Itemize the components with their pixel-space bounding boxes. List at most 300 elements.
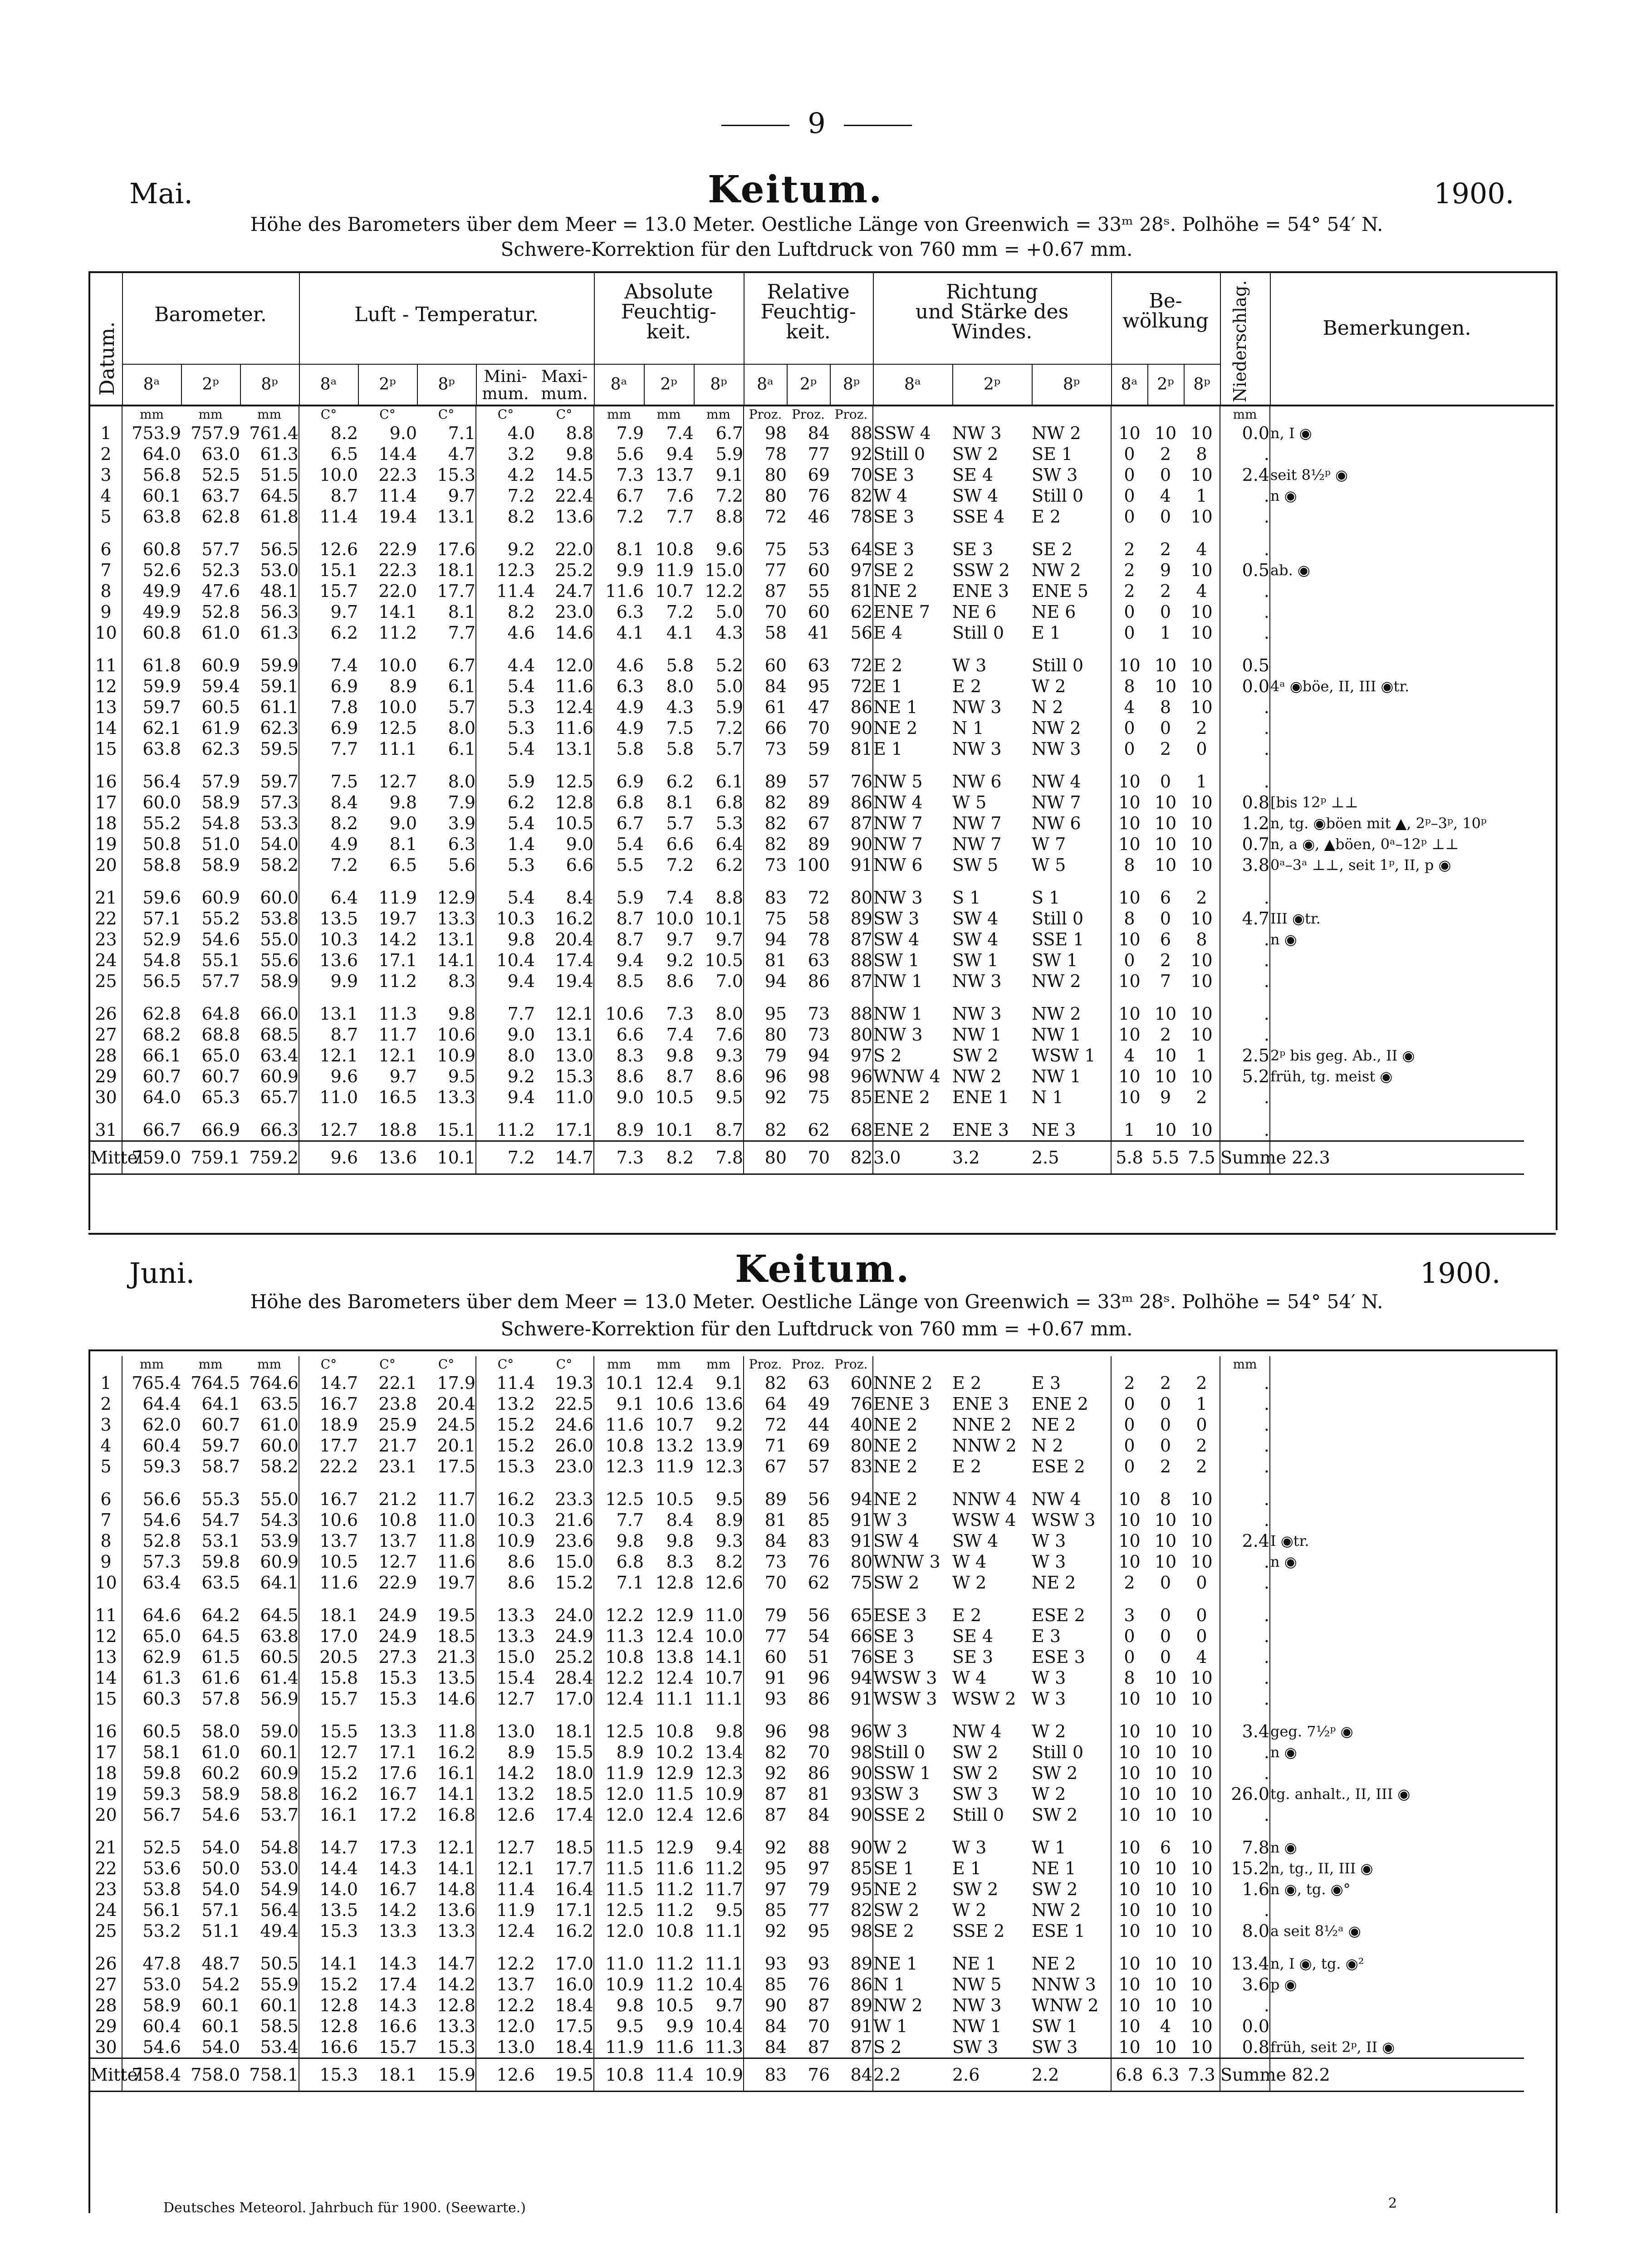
value-cell: 13.0	[496, 2037, 535, 2057]
value-cell: 10	[1184, 1489, 1220, 1510]
remark-cell	[1270, 1510, 1524, 1530]
value-cell: NE 1	[873, 1954, 918, 1974]
value-cell: 0.5	[1220, 560, 1270, 581]
value-cell: NE 1	[952, 1954, 997, 1974]
value-cell: 11.9	[496, 1900, 535, 1920]
value-cell: ENE 5	[1032, 581, 1111, 601]
value-cell: 68	[830, 1119, 873, 1141]
value-cell: SW 4	[873, 929, 920, 949]
value-cell: 12.3	[694, 1763, 744, 1784]
day-cell: 4	[90, 1435, 122, 1456]
value-cell: 96	[764, 1721, 787, 1741]
remark-cell: tg. anhalt., II, III ◉	[1270, 1785, 1411, 1803]
value-cell: SW 1	[952, 950, 999, 970]
value-cell: 11.5	[605, 1879, 644, 1899]
day-row	[90, 464, 1524, 485]
value-cell: WSW 2	[952, 1689, 1016, 1709]
value-cell: 0	[1160, 909, 1171, 929]
gap-cell	[873, 992, 952, 1003]
value-cell: 56.4	[142, 772, 181, 792]
value-cell: SW 4	[952, 486, 999, 506]
day-row	[90, 655, 1524, 676]
value-cell: 14.4	[319, 1858, 358, 1878]
value-cell: 10	[1118, 1552, 1141, 1572]
value-cell: 83	[808, 1531, 830, 1551]
value-cell: 3.4	[1220, 1721, 1270, 1742]
value-cell: 9.0	[389, 423, 417, 443]
value-cell: 79	[808, 1879, 830, 1899]
value-cell: 6.3	[417, 834, 476, 855]
value-cell: 6.5	[389, 855, 417, 875]
value-cell: 10	[1184, 1667, 1220, 1688]
gap-cell	[1111, 643, 1147, 655]
header-absolute-humidity-3: keit.	[646, 320, 691, 343]
value-cell: 10	[1184, 1804, 1220, 1825]
gap-cell	[952, 759, 1032, 771]
value-cell: 72	[764, 1415, 787, 1435]
value-cell: 14.8	[417, 1879, 476, 1900]
value-cell: 54.8	[201, 813, 240, 833]
value-cell: 4.0	[507, 423, 535, 443]
unit-cell: mm	[694, 1356, 744, 1373]
value-cell: W 3	[1032, 1530, 1111, 1551]
value-cell: 54.9	[240, 1879, 299, 1900]
gap-cell	[1270, 1108, 1524, 1119]
remark-cell	[1270, 697, 1524, 718]
value-cell: 22.0	[535, 539, 594, 560]
value-cell: 0.8	[1220, 2037, 1270, 2058]
gap-cell	[122, 1709, 181, 1721]
day-cell: 2	[90, 1393, 122, 1414]
gap-cell	[1147, 1108, 1184, 1119]
gap-cell	[1147, 527, 1184, 539]
gap-cell	[240, 875, 299, 887]
gap-cell	[1184, 643, 1220, 655]
row-gap	[90, 1941, 1524, 1953]
value-cell: 24.0	[535, 1605, 594, 1626]
value-cell: 0	[1160, 1647, 1171, 1667]
value-cell: 58.8	[142, 855, 181, 875]
header-observation-time: 2ᵖ	[379, 375, 396, 394]
value-cell: 8.7	[330, 1025, 358, 1045]
value-cell: 80	[830, 1551, 873, 1572]
value-cell: 11.6	[655, 1858, 694, 1878]
value-cell: 88	[830, 423, 873, 444]
value-cell: 15.2	[496, 1415, 535, 1435]
value-cell: 23.6	[535, 1530, 594, 1551]
gap-cell	[1184, 992, 1220, 1003]
value-cell: SE 3	[952, 1647, 994, 1667]
day-row	[90, 1688, 1524, 1709]
value-cell: 7.3	[616, 465, 644, 485]
value-cell: ESE 3	[873, 1605, 927, 1625]
value-cell: NNW 3	[1032, 1974, 1111, 1995]
value-cell: .	[1220, 539, 1270, 560]
value-cell: 58.8	[240, 1784, 299, 1804]
value-cell: 12.7	[319, 1742, 358, 1762]
value-cell: 10.8	[605, 1647, 644, 1667]
value-cell: 18.5	[417, 1626, 476, 1647]
value-cell: 0	[1160, 1605, 1171, 1625]
day-row	[90, 506, 1524, 527]
value-cell: 10	[1184, 1688, 1220, 1709]
value-cell: 86	[808, 1763, 830, 1783]
value-cell: 8.6	[616, 1066, 644, 1086]
remark-cell	[1270, 444, 1524, 464]
value-cell: 68.2	[142, 1025, 181, 1045]
value-cell: 10	[1118, 423, 1141, 443]
value-cell: W 5	[952, 792, 987, 812]
value-cell: 95	[764, 1858, 787, 1878]
value-cell: 59.1	[240, 676, 299, 697]
value-cell: 10	[1184, 1066, 1220, 1087]
gap-cell	[90, 643, 122, 655]
value-cell: .	[1220, 622, 1270, 643]
value-cell: 13.1	[535, 1024, 594, 1045]
value-cell: 61.8	[240, 506, 299, 527]
value-cell: 8.1	[389, 834, 417, 854]
value-cell: 10	[1154, 1995, 1177, 2015]
value-cell: NNE 2	[873, 1373, 933, 1393]
gap-cell	[744, 1825, 787, 1837]
value-cell: 62	[808, 1573, 830, 1593]
value-cell: SW 3	[873, 1784, 920, 1804]
value-cell: 11.6	[319, 1573, 358, 1593]
value-cell: 12.1	[378, 1046, 417, 1066]
value-cell: 10.6	[319, 1510, 358, 1530]
value-cell: 10.8	[605, 1436, 644, 1456]
value-cell: .	[1220, 1605, 1270, 1626]
value-cell: 10	[1184, 1837, 1220, 1858]
gap-cell	[873, 759, 952, 771]
value-cell: 60	[808, 602, 830, 622]
value-cell: 59.0	[240, 1721, 299, 1742]
value-cell: 18.1	[378, 2065, 417, 2085]
value-cell: 8.2	[666, 1148, 694, 1168]
value-cell: 4.7	[1220, 908, 1270, 929]
value-cell: NE 6	[1032, 601, 1111, 622]
value-cell: 19.5	[417, 1605, 476, 1626]
value-cell: 70	[808, 1742, 830, 1762]
gap-cell	[952, 992, 1032, 1003]
value-cell: 17.1	[378, 950, 417, 970]
gap-cell	[358, 759, 417, 771]
value-cell: 11.6	[417, 1551, 476, 1572]
value-cell: 60.1	[201, 1995, 240, 2015]
value-cell: 70	[764, 1573, 787, 1593]
value-cell: 18.8	[378, 1120, 417, 1140]
value-cell: 85	[830, 1858, 873, 1879]
header-observation-time: 2ᵖ	[799, 375, 817, 394]
gap-cell	[594, 1941, 644, 1953]
gap-cell	[1111, 1108, 1147, 1119]
value-cell: 9.0	[507, 1025, 535, 1045]
gap-cell	[299, 1709, 358, 1721]
value-cell: 61.6	[201, 1668, 240, 1688]
value-cell: 2.4	[1220, 464, 1270, 485]
value-cell: 14.4	[378, 444, 417, 464]
gap-cell	[744, 992, 787, 1003]
value-cell: SE 2	[873, 560, 915, 580]
value-cell: 13.3	[417, 1921, 476, 1941]
value-cell: 60.1	[240, 1742, 299, 1763]
value-cell: 10	[1184, 1024, 1220, 1045]
value-cell: 12.8	[319, 2016, 358, 2036]
value-cell: 10.5	[655, 1995, 694, 2015]
gap-cell	[535, 1941, 594, 1953]
value-cell: 9.6	[694, 539, 744, 560]
value-cell: 7	[1160, 971, 1171, 991]
value-cell: 2	[1160, 539, 1171, 559]
value-cell: 92	[764, 1763, 787, 1783]
remark-cell	[1270, 1119, 1524, 1141]
value-cell: 60.9	[201, 888, 240, 908]
value-cell: 12.1	[496, 1858, 535, 1878]
value-cell: 10	[1184, 423, 1220, 444]
value-cell: .	[1220, 971, 1270, 992]
value-cell: 10	[1118, 971, 1141, 991]
value-cell: 65.0	[201, 1046, 240, 1066]
value-cell: 63.4	[142, 1573, 181, 1593]
day-cell: 5	[90, 1456, 122, 1477]
value-cell: 6.7	[616, 486, 644, 506]
value-cell: 10	[1184, 1551, 1220, 1572]
header-observation-time: 8ᵖ	[842, 375, 860, 394]
gap-cell	[830, 875, 873, 887]
remark-cell: seit 8½ᵖ ◉	[1270, 466, 1348, 484]
gap-cell	[1147, 1709, 1184, 1721]
value-cell: 54	[808, 1626, 830, 1646]
value-cell: 17.5	[417, 1456, 476, 1477]
gap-cell	[90, 1941, 122, 1953]
value-cell: NE 3	[1032, 1119, 1111, 1141]
value-cell: SSW 2	[952, 560, 1010, 580]
value-cell: 5.4	[507, 888, 535, 908]
may-info-line-1: Höhe des Barometers über dem Meer = 13.0 Meter. Oestliche Länge von Greenwich = 33ᵐ 28ˢ. Polhöhe = 54° 54′ N.	[250, 213, 1383, 235]
value-cell: 0	[1124, 950, 1135, 970]
value-cell: 2	[1184, 718, 1220, 738]
day-cell: 26	[90, 1953, 122, 1974]
value-cell: SE 1	[873, 1858, 915, 1878]
value-cell: 65	[830, 1605, 873, 1626]
value-cell: .	[1220, 506, 1270, 527]
day-cell: Mittel	[90, 2058, 122, 2092]
value-cell: 10	[1184, 1784, 1220, 1804]
gap-cell	[952, 1477, 1032, 1489]
value-cell: 61.0	[240, 1414, 299, 1435]
value-cell: 64	[764, 1394, 787, 1414]
value-cell: SW 4	[952, 1531, 999, 1551]
value-cell: .	[1220, 1373, 1270, 1393]
value-cell: SW 3	[873, 909, 920, 929]
value-cell: 10	[1154, 1975, 1177, 1994]
value-cell: 10.0	[319, 465, 358, 485]
gap-cell	[240, 1709, 299, 1721]
value-cell: ESE 2	[1032, 1605, 1111, 1626]
day-row	[90, 444, 1524, 464]
value-cell: 8.8	[694, 506, 744, 527]
value-cell: 2	[1124, 1573, 1135, 1593]
day-row	[90, 1667, 1524, 1688]
value-cell: 18.9	[319, 1415, 358, 1435]
value-cell: NW 3	[1032, 738, 1111, 759]
value-cell: 0.5	[1220, 655, 1270, 676]
gap-cell	[830, 1477, 873, 1489]
value-cell: 7.2	[616, 507, 644, 527]
value-cell: 5.3	[507, 697, 535, 717]
value-cell: 54.2	[201, 1975, 240, 1994]
header-minimum-2: mum.	[482, 385, 529, 403]
gap-cell	[1184, 1825, 1220, 1837]
header-remarks: Bemerkungen.	[1323, 317, 1471, 340]
day-cell: 28	[90, 1045, 122, 1066]
value-cell: 10	[1154, 1668, 1177, 1688]
gap-cell	[358, 1825, 417, 1837]
value-cell: 95	[808, 676, 830, 696]
remark-cell	[1270, 1087, 1524, 1108]
value-cell: 7.6	[694, 1024, 744, 1045]
gap-cell	[476, 643, 535, 655]
value-cell: 10	[1154, 1510, 1177, 1530]
remark-cell	[1270, 1647, 1524, 1667]
value-cell: 96	[808, 1668, 830, 1688]
value-cell: 50.5	[240, 1953, 299, 1974]
value-cell: 57	[808, 1457, 830, 1476]
value-cell: 6.6	[666, 834, 694, 854]
value-cell: W 2	[873, 1838, 908, 1857]
value-cell: 13.6	[535, 506, 594, 527]
header-subline	[122, 364, 1220, 365]
value-cell: 10	[1118, 1954, 1141, 1974]
value-cell: 14.5	[535, 464, 594, 485]
header-observation-time: 8ᵃ	[904, 375, 921, 394]
gap-cell	[1220, 875, 1270, 887]
value-cell: 76	[808, 1552, 830, 1572]
value-cell: 80	[830, 1435, 873, 1456]
value-cell: 94	[764, 929, 787, 949]
gap-cell	[1184, 759, 1220, 771]
value-cell: 61.5	[201, 1647, 240, 1667]
value-cell: NW 6	[1032, 813, 1111, 834]
value-cell: 8.0	[417, 771, 476, 792]
gap-cell	[1147, 759, 1184, 771]
value-cell: 80	[764, 1148, 787, 1168]
gap-cell	[122, 1941, 181, 1953]
gap-cell	[1220, 527, 1270, 539]
header-observation-time: 8ᵃ	[610, 375, 627, 394]
value-cell: 60.9	[240, 1066, 299, 1087]
gap-cell	[417, 527, 476, 539]
value-cell: 11.0	[319, 1087, 358, 1107]
value-cell: 14.7	[417, 1953, 476, 1974]
value-cell: 9.1	[694, 464, 744, 485]
value-cell: E 2	[1032, 506, 1111, 527]
unit-cell: C°	[535, 1356, 594, 1373]
value-cell: 10	[1118, 1995, 1141, 2015]
value-cell: 65.0	[142, 1626, 181, 1646]
value-cell: 21.2	[378, 1489, 417, 1509]
value-cell: 57	[808, 772, 830, 792]
value-cell: 97	[764, 1879, 787, 1899]
value-cell: 11.2	[694, 1858, 744, 1879]
value-cell: 88	[830, 950, 873, 971]
value-cell: 83	[764, 888, 787, 908]
value-cell: 58.5	[240, 2016, 299, 2037]
value-cell: 88	[830, 1003, 873, 1024]
day-row	[90, 539, 1524, 560]
value-cell: 75	[830, 1572, 873, 1593]
value-cell: 0	[1124, 1457, 1135, 1476]
value-cell: 15.3	[378, 1668, 417, 1688]
value-cell: 10	[1184, 622, 1220, 643]
gap-cell	[1270, 1709, 1524, 1721]
value-cell: SW 2	[952, 1046, 999, 1066]
value-cell: 93	[808, 1954, 830, 1974]
june-data-table	[90, 1356, 1524, 2092]
value-cell: 76	[830, 771, 873, 792]
gap-cell	[476, 1108, 535, 1119]
value-cell: 60.8	[142, 623, 181, 643]
value-cell: 9.5	[616, 2016, 644, 2036]
value-cell: 4.6	[616, 655, 644, 675]
value-cell: 49.9	[142, 602, 181, 622]
remark-cell	[1270, 738, 1524, 759]
value-cell: 6.2	[666, 772, 694, 792]
value-cell: 10.4	[496, 950, 535, 970]
value-cell: 10	[1154, 1879, 1177, 1899]
value-cell: 7.8	[1220, 1837, 1270, 1858]
value-cell: 60.5	[142, 1721, 181, 1741]
gap-cell	[181, 527, 240, 539]
value-cell: 55.6	[240, 950, 299, 971]
value-cell: 16.8	[417, 1804, 476, 1825]
value-cell: 92	[830, 444, 873, 464]
value-cell: 13.3	[378, 1921, 417, 1941]
value-cell: ENE 3	[952, 1394, 1009, 1414]
value-cell: 57.7	[201, 971, 240, 991]
value-cell: 12.9	[655, 1838, 694, 1857]
value-cell: 23.0	[535, 601, 594, 622]
value-cell: 60.7	[142, 1066, 181, 1086]
value-cell: NW 7	[952, 834, 1002, 854]
value-cell: 22.3	[378, 560, 417, 580]
value-cell: 84	[808, 423, 830, 443]
day-row	[90, 813, 1524, 834]
value-cell: 10.6	[605, 1004, 644, 1024]
day-row	[90, 1953, 1524, 1974]
gap-cell	[787, 1825, 830, 1837]
value-cell: 9.7	[389, 1066, 417, 1086]
header-wind-1: Richtung	[946, 280, 1038, 303]
day-row	[90, 1003, 1524, 1024]
value-cell: 98	[764, 423, 787, 443]
gap-cell	[694, 1477, 744, 1489]
value-cell: 9.7	[694, 1995, 744, 2016]
value-cell: 2	[1124, 560, 1135, 580]
value-cell: 10.8	[655, 539, 694, 559]
value-cell: 10	[1184, 1721, 1220, 1742]
gap-cell	[1220, 643, 1270, 655]
value-cell: 66.0	[240, 1003, 299, 1024]
value-cell: 11.0	[605, 1954, 644, 1974]
value-cell: 53.7	[240, 1804, 299, 1825]
value-cell: ENE 2	[873, 1120, 930, 1140]
value-cell: 15.3	[496, 1457, 535, 1476]
value-cell: 64.1	[240, 1572, 299, 1593]
value-cell: 8	[1124, 676, 1135, 696]
value-cell: .	[1220, 1456, 1270, 1477]
value-cell: 19.3	[535, 1373, 594, 1393]
